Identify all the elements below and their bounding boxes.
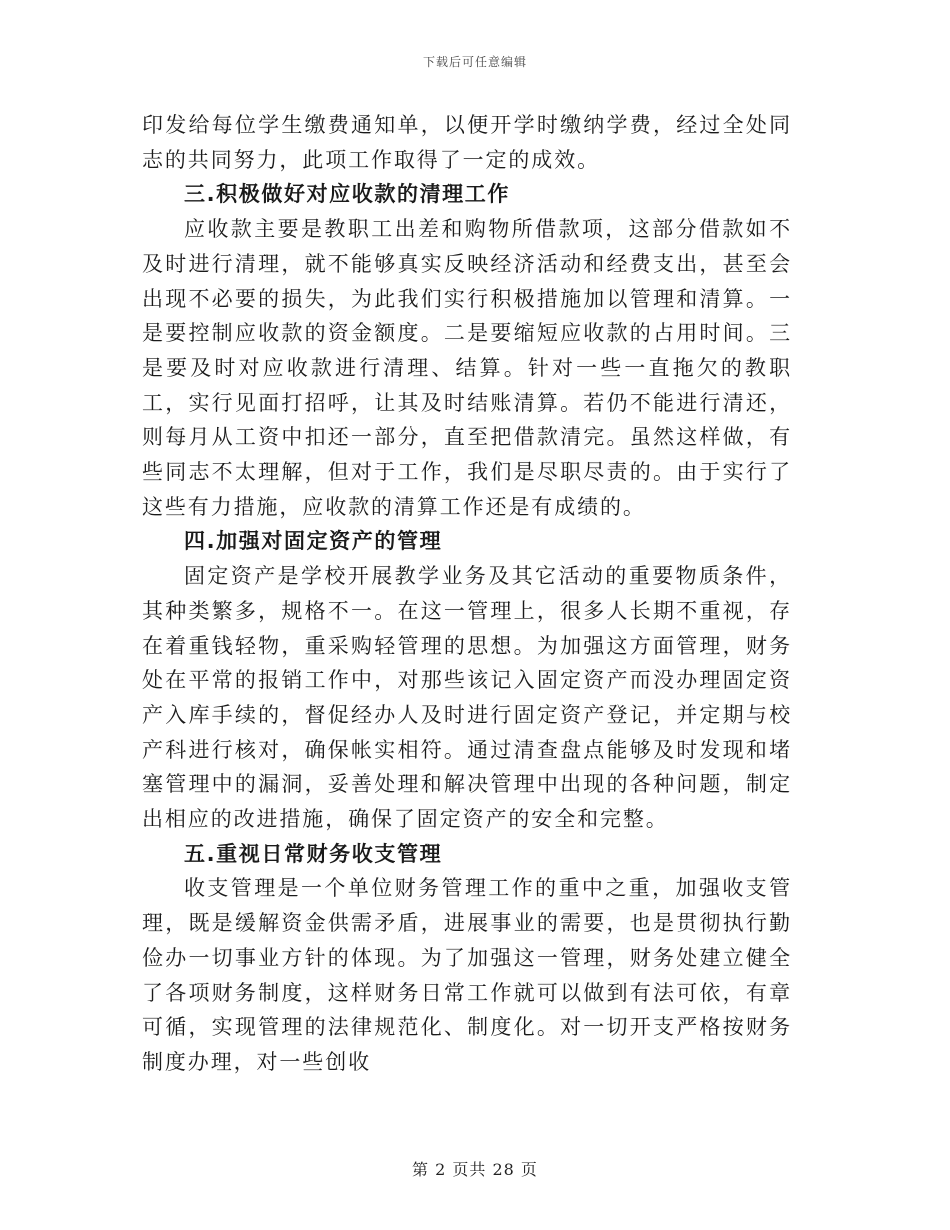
page-header: 下载后可任意编辑: [422, 55, 527, 69]
section-heading-4: 四.加强对固定资产的管理: [184, 529, 443, 554]
section-heading-5: 五.重视日常财务收支管理: [184, 841, 443, 866]
page-footer: 第 2 页共 28 页: [412, 1160, 538, 1179]
section-heading-3: 三.积极做好对应收款的清理工作: [184, 182, 510, 207]
paragraph-income-expense: 收支管理是一个单位财务管理工作的重中之重，加强收支管理，既是缓解资金供需矛盾，进展事业的需要，也是贯彻执行勤俭办一切事业方针的体现。为了加强这一管理，财务处建立健全了各项财务制度，这样财务日常工作就可以做到有法可依，有章可循，实现管理的法律规范化、制度化。对一切开支严格按财务制度办理，对一些创收: [142, 876, 792, 1074]
paragraph-fixed-assets: 固定资产是学校开展教学业务及其它活动的重要物质条件，其种类繁多，规格不一。在这一管理上，很多人长期不重视，存在着重钱轻物，重采购轻管理的思想。为加强这方面管理，财务处在平常的报销工作中，对那些该记入固定资产而没办理固定资产入库手续的，督促经办人及时进行固定资产登记，并定期与校产科进行核对，确保帐实相符。通过清查盘点能够及时发现和堵塞管理中的漏洞，妥善处理和解决管理中出现的各种问题，制定出相应的改进措施，确保了固定资产的安全和完整。: [142, 564, 792, 832]
paragraph-continued: 印发给每位学生缴费通知单，以便开学时缴纳学费，经过全处同志的共同努力，此项工作取得了一定的成效。: [142, 113, 792, 172]
paragraph-receivables: 应收款主要是教职工出差和购物所借款项，这部分借款如不及时进行清理，就不能够真实反映经济活动和经费支出，甚至会出现不必要的损失，为此我们实行积极措施加以管理和清算。一是要控制应收款的资金额度。二是要缩短应收款的占用时间。三是要及时对应收款进行清理、结算。针对一些一直拖欠的教职工，实行见面打招呼，让其及时结账清算。若仍不能进行清还，则每月从工资中扣还一部分，直至把借款清完。虽然这样做，有些同志不太理解，但对于工作，我们是尽职尽责的。由于实行了这些有力措施，应收款的清算工作还是有成绩的。: [142, 217, 792, 519]
document-body: [142, 108, 792, 1080]
